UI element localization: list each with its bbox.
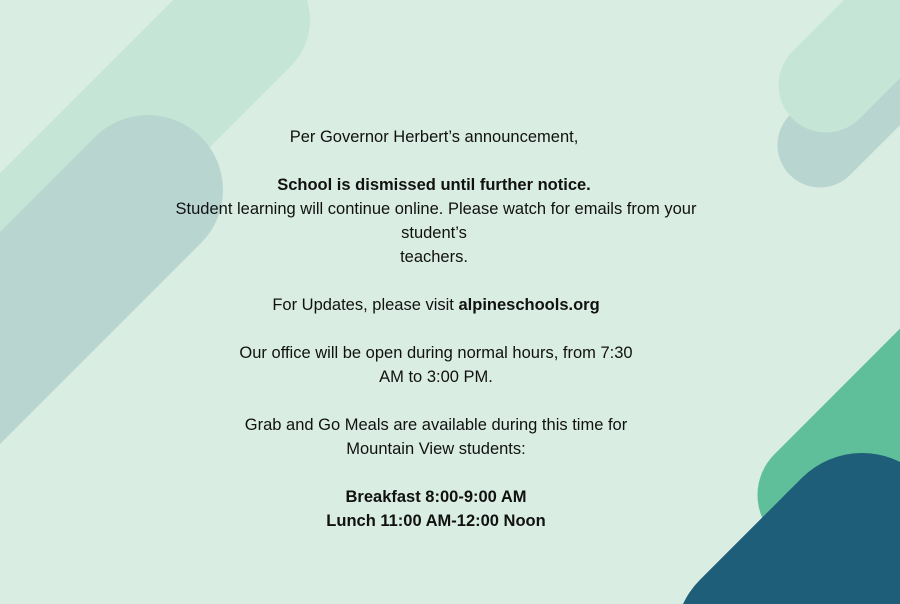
office-hours-line1: Our office will be open during normal hours, from 7:30 <box>239 344 633 362</box>
updates-prefix: For Updates, please visit <box>272 296 459 314</box>
office-hours-line2: AM to 3:00 PM. <box>379 368 493 386</box>
learning-text-line2: student’s <box>401 224 467 242</box>
learning-text-line3: teachers. <box>400 248 468 266</box>
updates-website-link[interactable]: alpineschools.org <box>458 296 600 314</box>
meals-text-line1: Grab and Go Meals are available during this time for <box>244 416 628 434</box>
headline-text: School is dismissed until further notice. <box>277 176 591 194</box>
intro-text: Per Governor Herbert’s announcement, <box>289 128 579 146</box>
updates-text <box>0 293 872 317</box>
learning-text-line1: Student learning will continue online. Please watch for emails from your <box>175 200 697 218</box>
breakfast-hours: Breakfast 8:00-9:00 AM <box>345 488 527 506</box>
meals-text-line2: Mountain View students: <box>346 440 526 458</box>
lunch-hours: Lunch 11:00 AM-12:00 Noon <box>326 512 546 530</box>
